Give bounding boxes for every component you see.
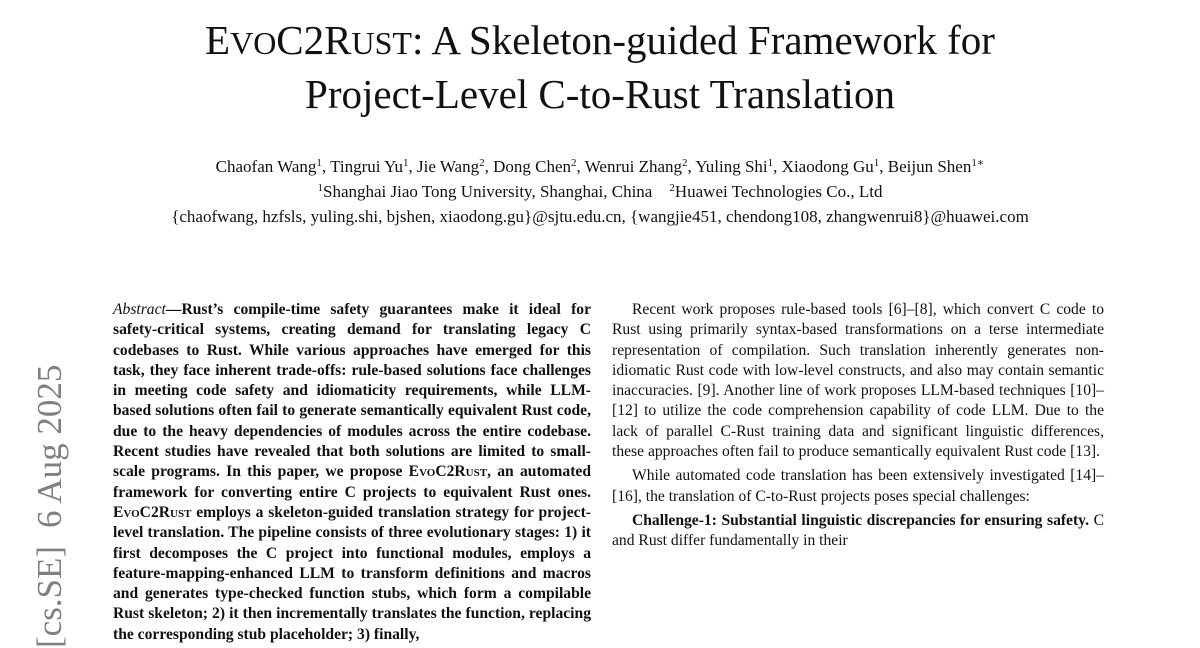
affiliations: [0, 181, 1200, 203]
author: Wenrui Zhang$^2$: [584, 157, 688, 176]
system-name: EvoC2Rust: [113, 503, 192, 521]
title-system-name: EVOC2RUST: [205, 17, 412, 64]
author-emails: {chaofwang, hzfsls, yuling.shi, bjshen, xiaodong.gu}@sjtu.edu.cn, {wangjie451, chendong108, zhangwenrui8}@huawei.com: [171, 207, 1029, 226]
author-list: Chaofan Wang$^1$, Tingrui Yu$^1$, Jie Wang$^2$, Dong Chen$^2$, Wenrui Zhang$^2$, Yuling Shi$^1$, Xiaodong Gu$^1$, Beijun Shen$^{1∗}$: [215, 157, 985, 176]
challenge-heading: Challenge-1: Substantial linguistic discrepancies for ensuring safety.: [632, 511, 1090, 529]
affiliation: $^2$Huawei Technologies Co., Ltd: [669, 182, 883, 201]
author: Tingrui Yu$^1$: [330, 157, 409, 176]
challenge-paragraph: Challenge-1: Substantial linguistic discrepancies for ensuring safety. C and Rust differ fundamentally in their: [612, 511, 1104, 550]
intro-paragraph-1: Recent work proposes rule-based tools [6]–[8], which convert C code to Rust using primarily syntax-based transformations on a terse intermediate representation of compilation. Such translation inherently generates non-idiomatic Rust code with low-level constructs, and also may contain semantic inaccuracies. [9]. Another line of work proposes LLM-based techniques [10]–[12] to utilize the code comprehension capability of code LLM. Due to the lack of parallel C-Rust training data and significant linguistic differences, these approaches often fail to produce semantically equivalent Rust code [13].: [612, 301, 1104, 461]
arxiv-date: 6 Aug 2025: [30, 364, 69, 528]
affiliation: $^1$Shanghai Jiao Tong University, Shanghai, China: [317, 182, 653, 201]
intro-column: [612, 300, 1104, 552]
author: Dong Chen$^2$: [493, 157, 577, 176]
author: Xiaodong Gu$^1$: [781, 157, 880, 176]
abstract-paragraph: Abstract—Rust’s compile-time safety guarantees make it ideal for safety-critical systems, creating demand for translating legacy C codebases to Rust. While various approaches have emerged for this task, they face inherent trade-offs: rule-based solutions face challenges in meeting code safety and idiomaticity requirements, while LLM-based solutions often fail to generate semantically equivalent Rust code, due to the heavy dependencies of modules across the entire codebase. Recent studies have revealed that both solutions are limited to small-scale programs. In this paper, we propose EvoC2Rust, an automated framework for converting entire C projects to equivalent Rust ones. EvoC2Rust employs a skeleton-guided translation strategy for project-level translation. The pipeline consists of three evolutionary stages: 1) it first decomposes the C project into functional modules, employs a feature-mapping-enhanced LLM to transform definitions and macros and generates type-checked function stubs, which form a compilable Rust skeleton; 2) it then incrementally translates the function, replacing the corresponding stub placeholder; 3) finally,: [113, 301, 592, 643]
paper-title: [0, 15, 1200, 120]
arxiv-watermark: [30, 365, 70, 648]
system-name: EvoC2Rust: [408, 463, 488, 481]
title-line1-rest: : A Skeleton-guided Framework for: [411, 17, 995, 64]
author: Beijun Shen$^{1∗}$: [887, 157, 985, 176]
intro-paragraph-2: While automated code translation has been extensively investigated [14]–[16], the translation of C-to-Rust projects poses special challenges:: [612, 467, 1104, 505]
arxiv-category: [cs.SE]: [30, 545, 69, 648]
author: Jie Wang$^2$: [417, 157, 485, 176]
author: Yuling Shi$^1$: [695, 157, 774, 176]
author: Chaofan Wang$^1$: [215, 157, 322, 176]
title-line2: Project-Level C-to-Rust Translation: [305, 71, 895, 118]
abstract-label: Abstract: [113, 301, 166, 318]
abstract: [113, 300, 591, 645]
